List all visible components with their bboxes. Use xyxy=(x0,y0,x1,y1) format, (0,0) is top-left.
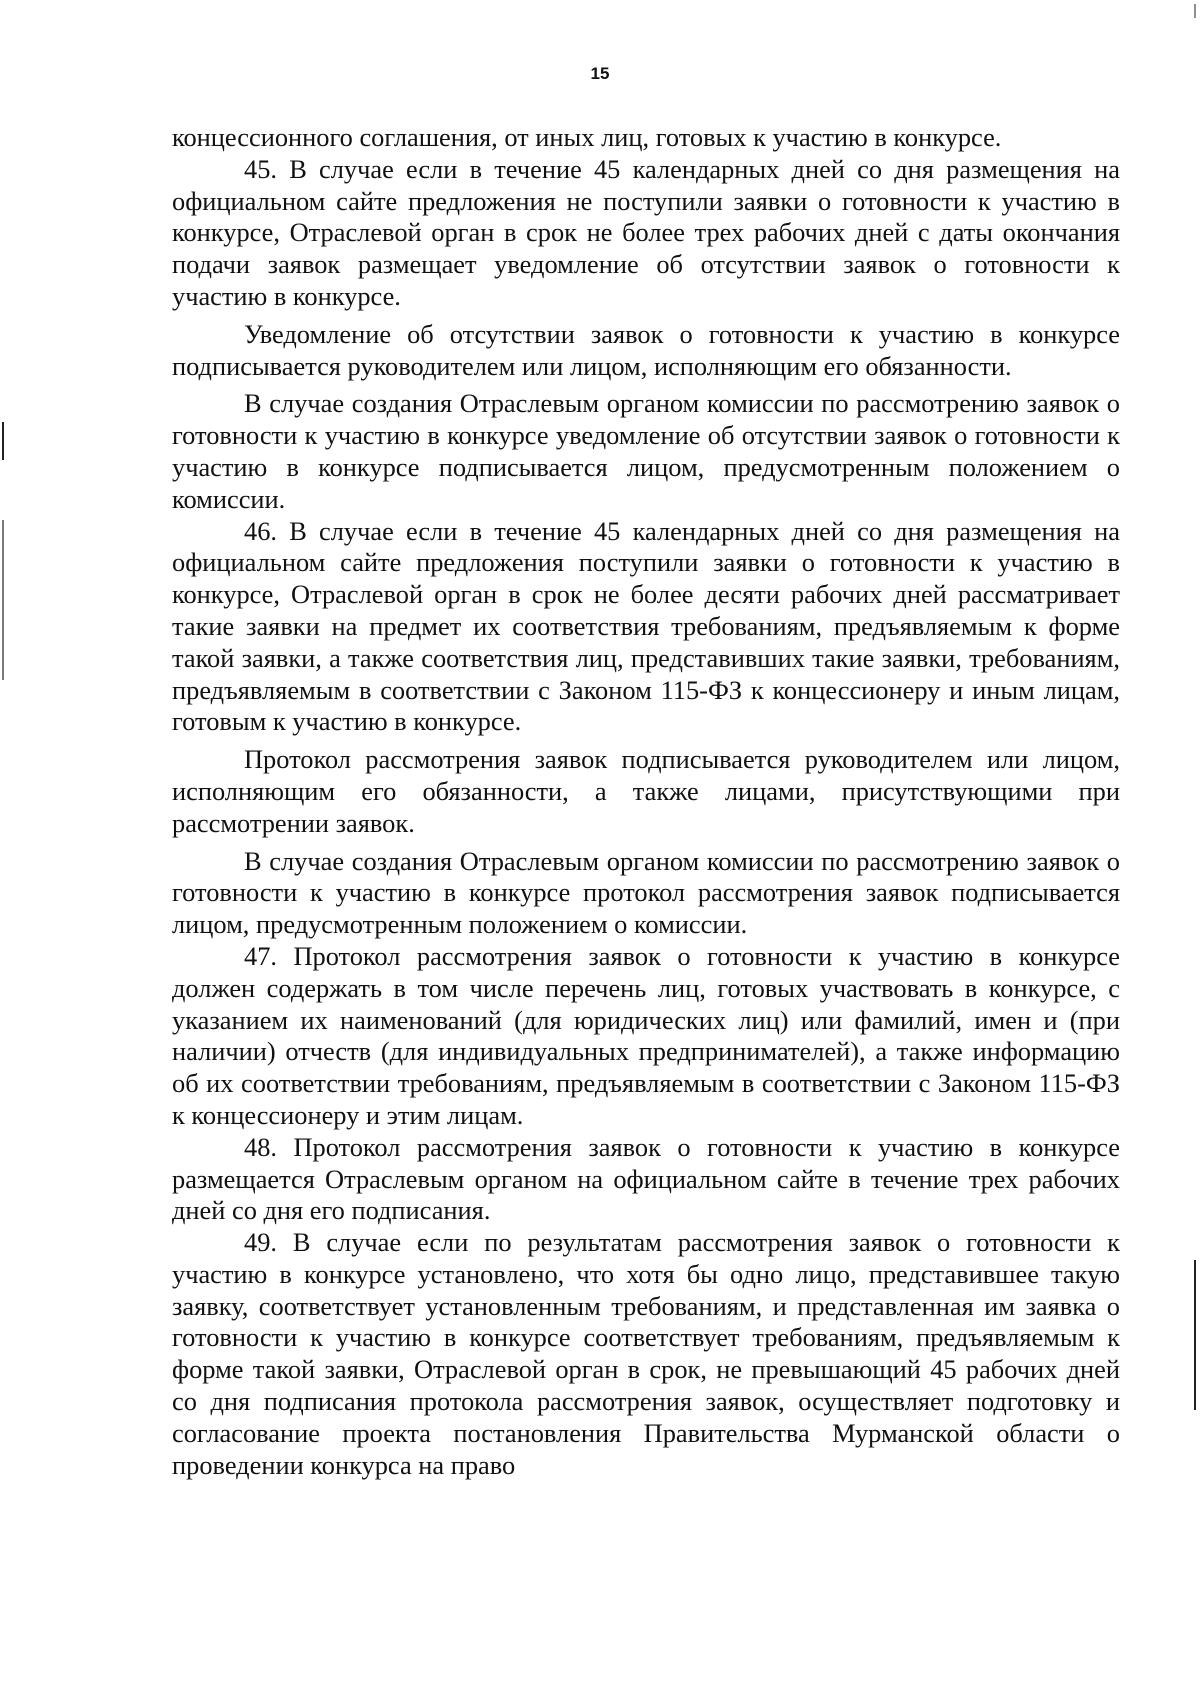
paragraph-item-46: 46. В случае если в течение 45 календарных дней со дня размещения на официальном сайте предложения поступили заявки о готовности к участию в конкурсе, Отраслевой орган в срок не более десяти рабочих дней рассматривает такие заявки на предмет их соответствия требованиям, предъявляемым к форме такой заявки, а также соответствия лиц, представивших такие заявки, требованиям, предъявляемым в соответствии с Законом 115-ФЗ к концессионеру и иным лицам, готовым к участию в конкурсе. xyxy=(172,515,1120,737)
paragraph-continuation: концессионного соглашения, от иных лиц, готовых к участию в конкурсе. xyxy=(172,122,1002,152)
scan-edge-mark xyxy=(1194,4,1196,18)
paragraph-notice-signing: Уведомление об отсутствии заявок о готовности к участию в конкурсе подписывается руководителем или лицом, исполняющим его обязанности. xyxy=(172,318,1120,381)
scan-edge-mark xyxy=(2,422,4,460)
document-body xyxy=(172,122,1120,1481)
paragraph-item-47: 47. Протокол рассмотрения заявок о готовности к участию в конкурсе должен содержать в том числе перечень лиц, готовых участвовать в конкурсе, с указанием их наименований (для юридических лиц) или фамилий, имен и (при наличии) отчеств (для индивидуальных предпринимателей), а также информацию об их соответствии требованиям, предъявляемым в соответствии с Законом 115-ФЗ к концессионеру и этим лицам. xyxy=(172,940,1120,1130)
paragraph-item-49: 49. В случае если по результатам рассмотрения заявок о готовности к участию в конкурсе установлено, что хотя бы одно лицо, представившее такую заявку, соответствует установленным требованиям, и представленная им заявка о готовности к участию в конкурсе соответствует требованиям, предъявляемым к форме такой заявки, Отраслевой орган в срок, не превышающий 45 рабочих дней со дня подписания протокола рассмотрения заявок, осуществляет подготовку и согласование проекта постановления Правительства Мурманской области о проведении конкурса на право xyxy=(172,1227,1120,1480)
scan-edge-mark xyxy=(2,520,4,680)
paragraph-commission-protocol: В случае создания Отраслевым органом комиссии по рассмотрению заявок о готовности к участию в конкурсе протокол рассмотрения заявок подписывается лицом, предусмотренным положением о комиссии. xyxy=(172,845,1120,940)
paragraph-protocol-signing: Протокол рассмотрения заявок подписывается руководителем или лицом, исполняющим его обязанности, а также лицами, присутствующими при рассмотрении заявок. xyxy=(172,744,1120,838)
scan-edge-mark xyxy=(1194,1260,1196,1410)
paragraph-item-48: 48. Протокол рассмотрения заявок о готовности к участию в конкурсе размещается Отраслевым органом на официальном сайте в течение трех рабочих дней со дня его подписания. xyxy=(172,1131,1120,1226)
paragraph-item-45: 45. В случае если в течение 45 календарных дней со дня размещения на официальном сайте предложения не поступили заявки о готовности к участию в конкурсе, Отраслевой орган в срок не более трех рабочих дней с даты окончания подачи заявок размещает уведомление об отсутствии заявок о готовности к участию в конкурсе. xyxy=(172,153,1120,311)
paragraph-commission-notice: В случае создания Отраслевым органом комиссии по рассмотрению заявок о готовности к участию в конкурсе уведомление об отсутствии заявок о готовности к участию в конкурсе подписывается лицом, предусмотренным положением о комиссии. xyxy=(172,388,1120,514)
page-number: 15 xyxy=(590,64,610,83)
